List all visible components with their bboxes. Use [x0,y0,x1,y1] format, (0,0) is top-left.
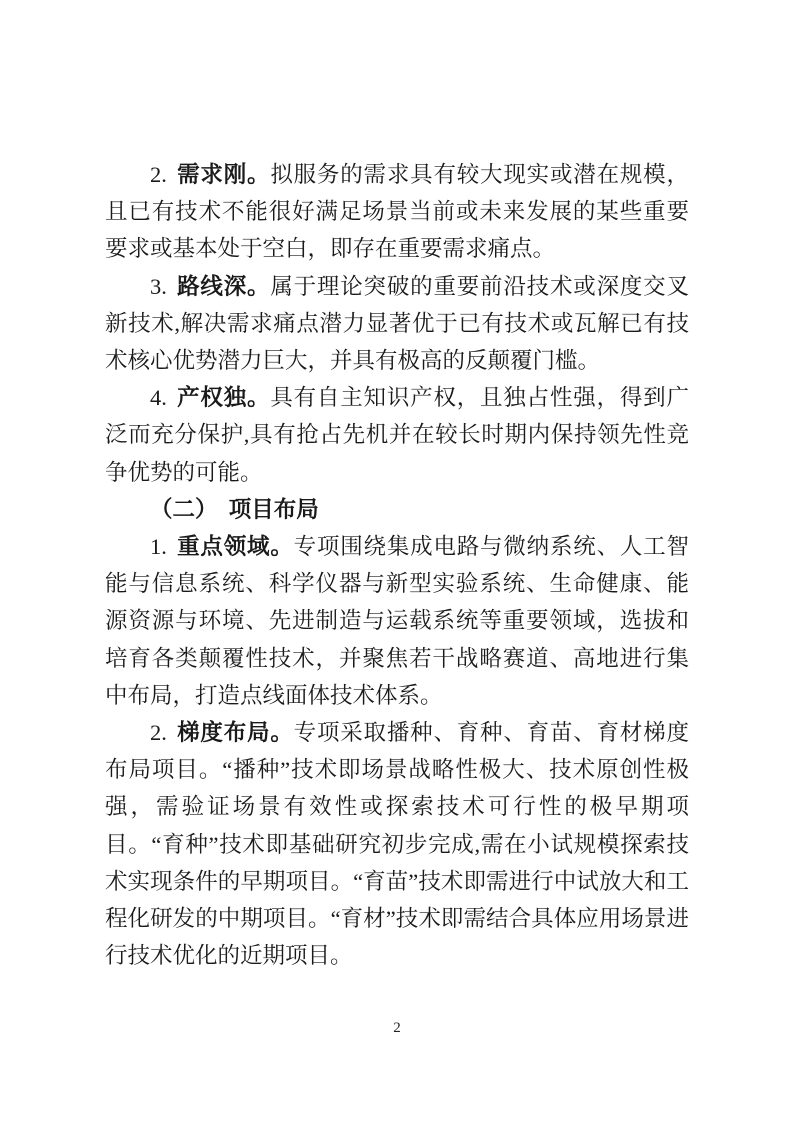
section-heading: （二） 项目布局 [150,496,319,522]
paragraph-text: 具有自主知识产权，且独占性强，得到广泛而充分保护,具有抢占先机并在较长时期内保持领先性竞争优势的可能。 [105,385,689,485]
page-number: 2 [393,1020,401,1036]
paragraph [105,268,689,380]
paragraph [105,156,689,268]
document-body [105,156,689,974]
item-term: 梯度布局。 [176,720,294,746]
paragraph-text: 属于理论突破的重要前沿技术或深度交叉新技术,解决需求痛点潜力显著优于已有技术或瓦解已有技术核心优势潜力巨大，并具有极高的反颠覆门槛。 [105,273,689,374]
paragraph [105,714,689,974]
item-term: 产权独。 [176,385,271,411]
item-term: 路线深。 [176,273,271,299]
item-number: 3. [150,273,167,299]
paragraph-text: 专项采取播种、育种、育苗、育材梯度布局项目。“播种”技术即场景战略性极大、技术原创性极强，需验证场景有效性或探索技术可行性的极早期项目。“育种”技术即基础研究初步完成,需在小试规模探索技术实现条件的早期项目。“育苗”技术即需进行中试放大和工程化研发的中期项目。“育材”技术即需结合具体应用场景进行技术优化的近期项目。 [105,720,689,969]
item-term: 需求刚。 [176,162,271,187]
paragraph [105,379,689,491]
paragraph [105,528,689,714]
item-number: 2. [150,720,167,746]
item-number: 1. [150,534,167,560]
item-number: 4. [150,385,167,411]
paragraph-text: 专项围绕集成电路与微纳系统、人工智能与信息系统、科学仪器与新型实验系统、生命健康、能源资源与环境、先进制造与运载系统等重要领域，选拔和培育各类颠覆性技术，并聚焦若干战略赛道、高地进行集中布局，打造点线面体技术体系。 [105,534,689,708]
item-term: 重点领域。 [176,534,294,560]
paragraph-text: 拟服务的需求具有较大现实或潜在规模，且已有技术不能很好满足场景当前或未来发展的某些重要要求或基本处于空白，即存在重要需求痛点。 [105,162,689,262]
item-number: 2. [150,162,167,187]
